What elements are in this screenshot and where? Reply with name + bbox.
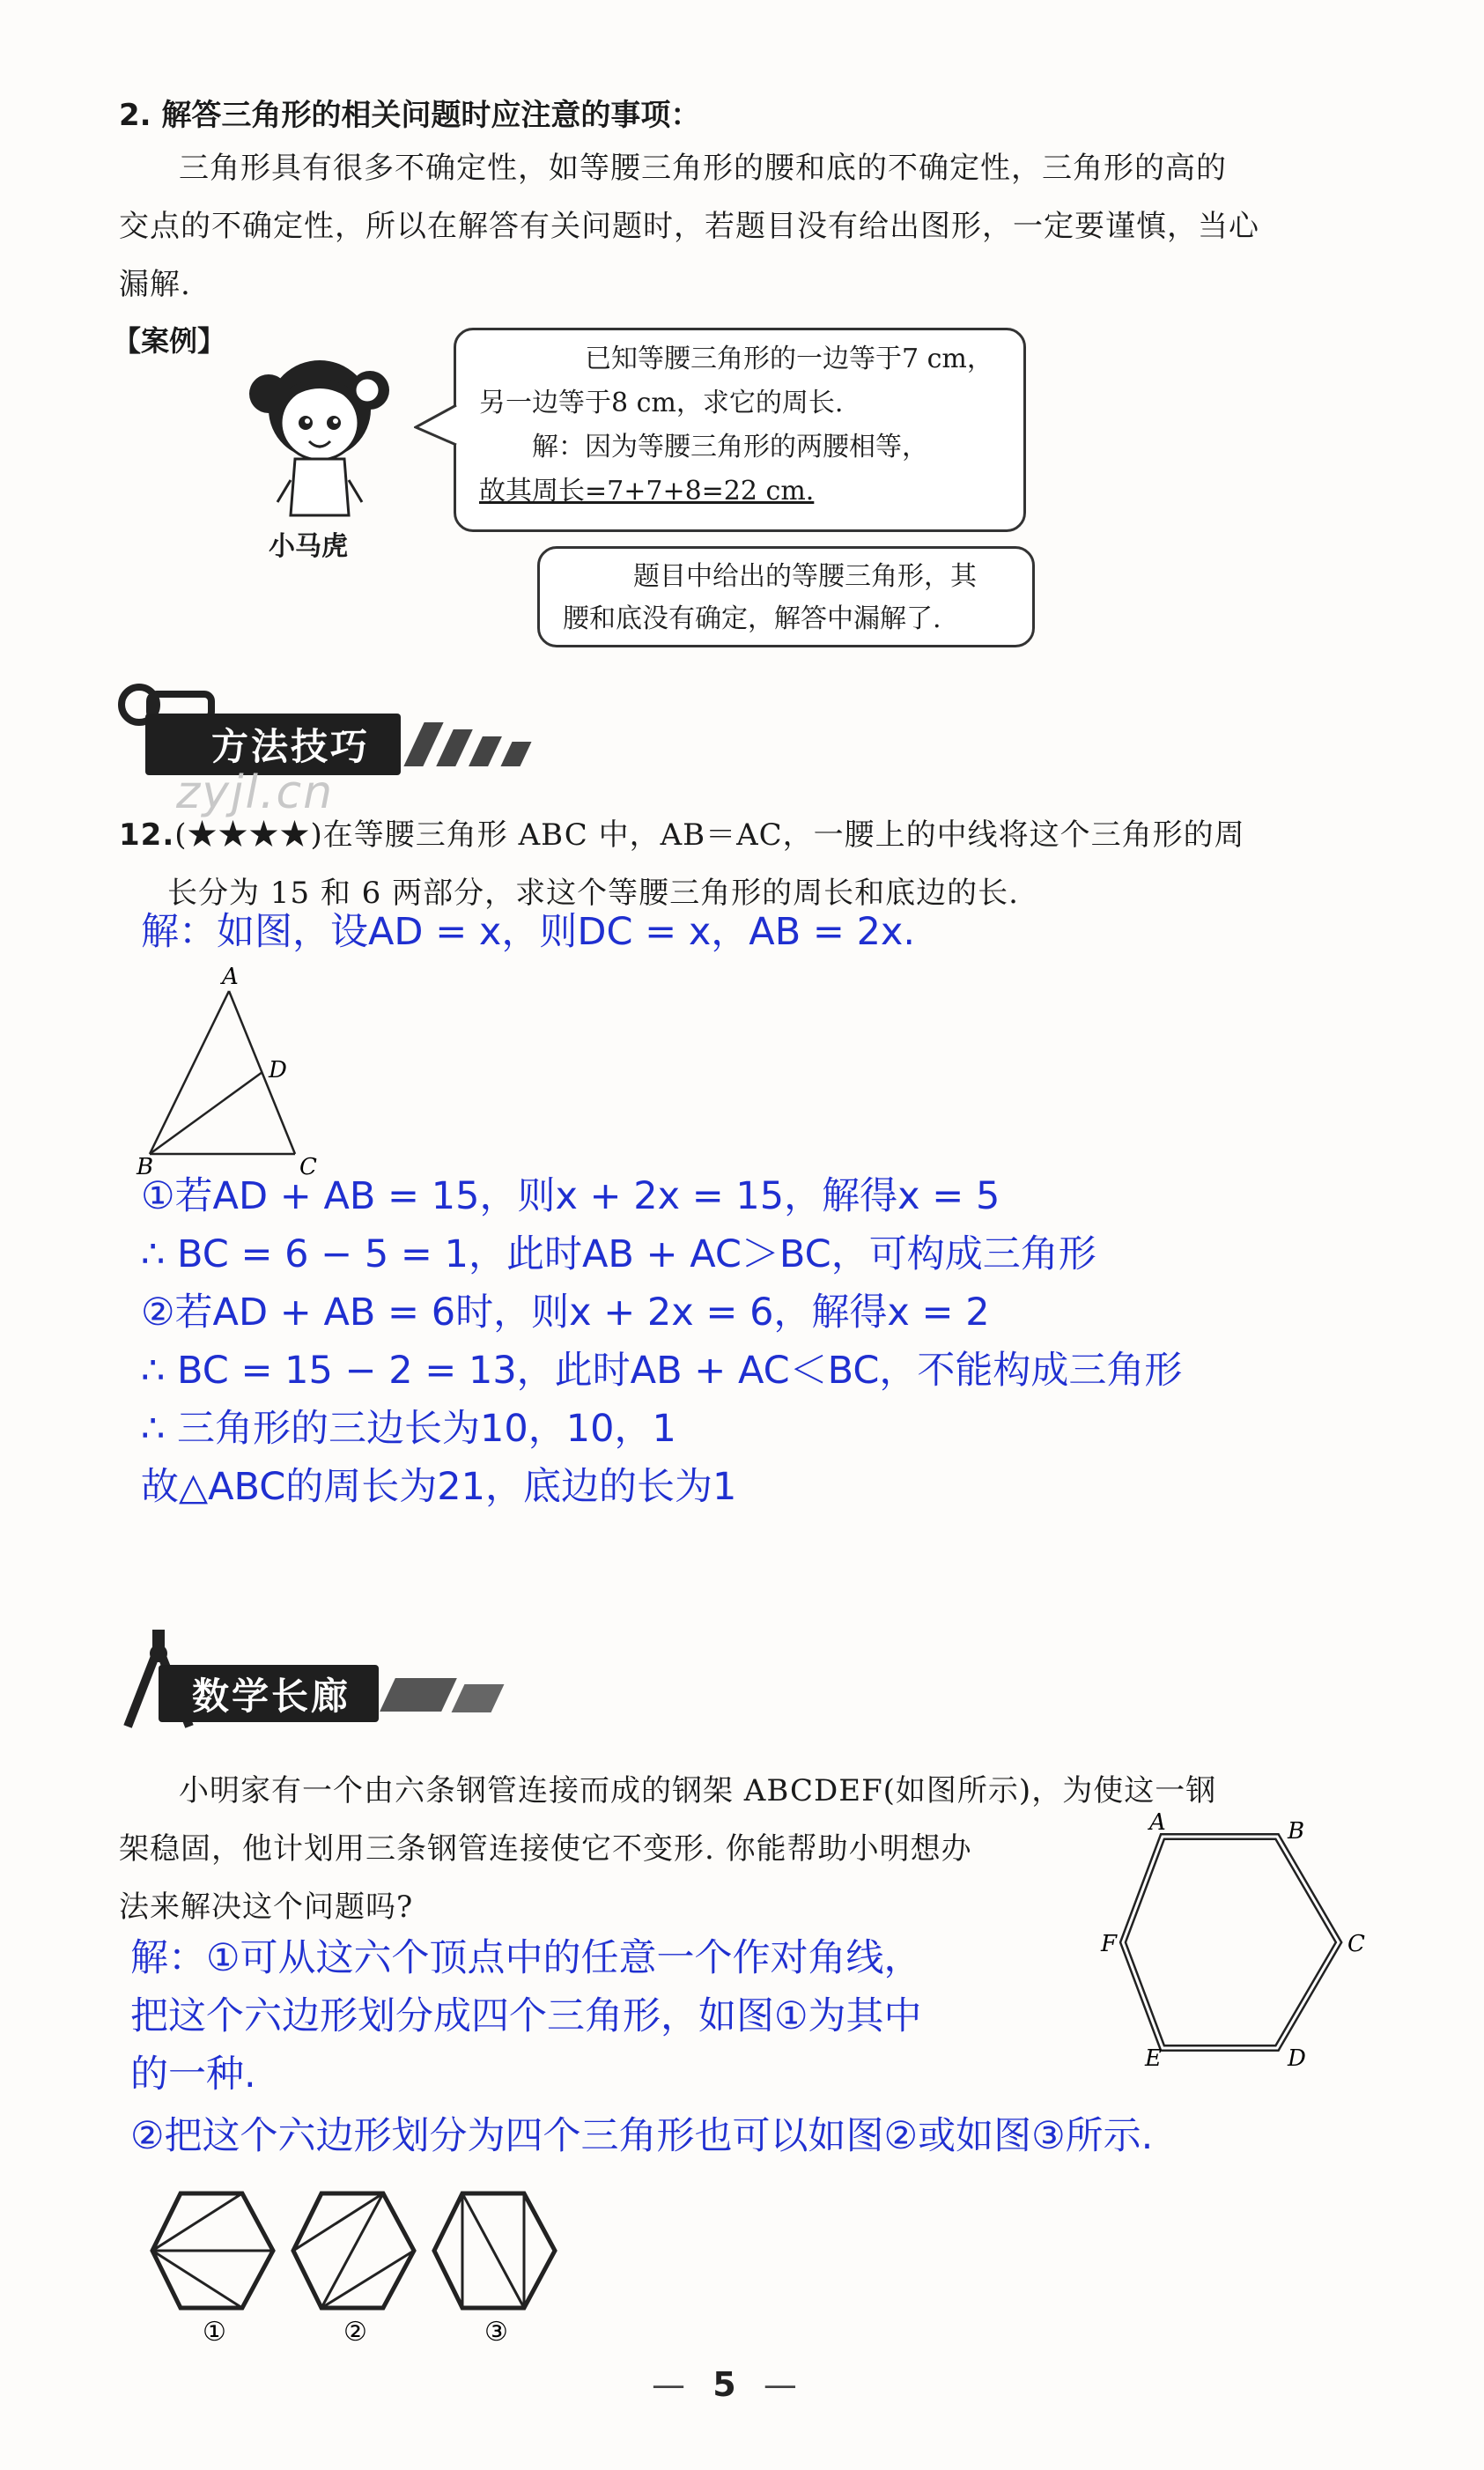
vertex-label-d: D xyxy=(269,1057,287,1083)
figure-caption: ③ xyxy=(484,2317,508,2348)
triangle-figure xyxy=(132,965,326,1176)
page-number-block xyxy=(652,2365,797,2404)
bubble-line: 另一边等于8 cm，求它的周长. xyxy=(479,388,844,418)
problem-number: 12. xyxy=(119,817,175,853)
character-name: 小马虎 xyxy=(269,531,348,562)
banner-stripe xyxy=(436,729,473,766)
hex-label-f: F xyxy=(1101,1931,1118,1957)
solution-line: ∴ 三角形的三边长为10，10，1 xyxy=(141,1407,676,1451)
solution-line: 故△ABC的周长为21，底边的长为1 xyxy=(141,1465,737,1509)
paragraph-line: 三角形具有很多不确定性，如等腰三角形的腰和底的不确定性，三角形的高的 xyxy=(179,151,1227,186)
bubble-line: 腰和底没有确定，解答中漏解了. xyxy=(563,603,941,634)
hexagon-figure xyxy=(1092,1810,1374,2066)
problem-text: 在等腰三角形 ABC 中，AB＝AC，一腰上的中线将这个三角形的周 xyxy=(322,817,1245,853)
solution-line: 把这个六边形划分成四个三角形，如图①为其中 xyxy=(130,1994,922,2038)
hexagon-divisions-figure xyxy=(145,2180,586,2348)
section-title: 解答三角形的相关问题时应注意的事项： xyxy=(161,98,701,133)
section-number: 2. xyxy=(119,98,151,133)
paragraph-line: 漏解. xyxy=(119,267,191,302)
banner-stripe xyxy=(452,1684,505,1712)
solution-line: ②若AD + AB = 6时，则x + 2x = 6，解得x = 2 xyxy=(141,1290,990,1335)
case-label: 【案例】 xyxy=(113,324,226,358)
vertex-label-a: A xyxy=(222,965,239,990)
bubble-line: 解：因为等腰三角形的两腰相等， xyxy=(532,432,928,462)
section2-paragraph xyxy=(119,139,1370,197)
solution-line: ①若AD + AB = 15，则x + 2x = 15，解得x = 5 xyxy=(141,1174,1000,1218)
vertex-label-b: B xyxy=(137,1154,154,1176)
solution-line: 解：①可从这六个顶点中的任意一个作对角线， xyxy=(130,1936,922,1980)
hex-label-d: D xyxy=(1288,2045,1306,2066)
paragraph-line: 交点的不确定性，所以在解答有关问题时，若题目没有给出图形，一定要谨慎，当心 xyxy=(119,209,1259,244)
banner-title: 方法技巧 xyxy=(211,725,371,768)
hexagon-division-3 xyxy=(434,2193,555,2308)
watermark: zyjl.cn xyxy=(176,766,335,819)
gallery-text: 法来解决这个问题吗? xyxy=(119,1889,414,1925)
hex-label-b: B xyxy=(1288,1818,1305,1845)
solution-line: ∴ BC = 6 − 5 = 1，此时AB + AC＞BC，可构成三角形 xyxy=(141,1232,1096,1276)
banner-title: 数学长廊 xyxy=(192,1675,351,1718)
hex-label-a: A xyxy=(1149,1810,1166,1836)
page-dash: — xyxy=(652,2365,685,2404)
banner-stripe xyxy=(500,742,531,766)
banner-stripe xyxy=(469,736,502,766)
hexagon-division-1 xyxy=(152,2193,273,2308)
hexagon-division-2 xyxy=(293,2193,414,2308)
page-number: 5 xyxy=(712,2365,736,2404)
page-dash: — xyxy=(763,2365,797,2404)
bubble-line: 故其周长=7+7+8=22 cm. xyxy=(479,476,815,507)
hex-label-e: E xyxy=(1145,2045,1162,2066)
bubble-line: 题目中给出的等腰三角形，其 xyxy=(633,561,977,592)
difficulty-stars: (★★★★) xyxy=(174,817,323,853)
speech-bubble-question xyxy=(454,328,1026,532)
solution-line: ∴ BC = 15 − 2 = 13，此时AB + AC＜BC，不能构成三角形 xyxy=(141,1349,1183,1393)
solution-line: 的一种. xyxy=(130,2052,256,2097)
speech-bubble-comment xyxy=(537,546,1035,647)
problem-text: 长分为 15 和 6 两部分，求这个等腰三角形的周长和底边的长. xyxy=(167,876,1019,911)
figure-caption: ② xyxy=(343,2317,367,2348)
banner-stripe xyxy=(403,722,443,766)
bubble-tail xyxy=(414,401,458,454)
gallery-text: 小明家有一个由六条钢管连接而成的钢架 ABCDEF(如图所示)，为使这一钢 xyxy=(179,1773,1217,1808)
figure-caption: ① xyxy=(203,2317,226,2348)
section-heading xyxy=(119,91,700,134)
solution-line: ②把这个六边形划分为四个三角形也可以如图②或如图③所示. xyxy=(130,2114,1154,2158)
solution-line: 解：如图，设AD = x，则DC = x，AB = 2x. xyxy=(141,910,916,954)
gallery-text: 架稳固，他计划用三条钢管连接使它不变形. 你能帮助小明想办 xyxy=(119,1831,972,1867)
girl-illustration xyxy=(242,348,396,524)
banner-stripe xyxy=(380,1678,457,1712)
problem-12 xyxy=(119,806,1245,864)
bubble-line: 已知等腰三角形的一边等于7 cm， xyxy=(585,344,993,374)
vertex-label-c: C xyxy=(299,1154,317,1176)
hex-label-c: C xyxy=(1347,1931,1365,1957)
